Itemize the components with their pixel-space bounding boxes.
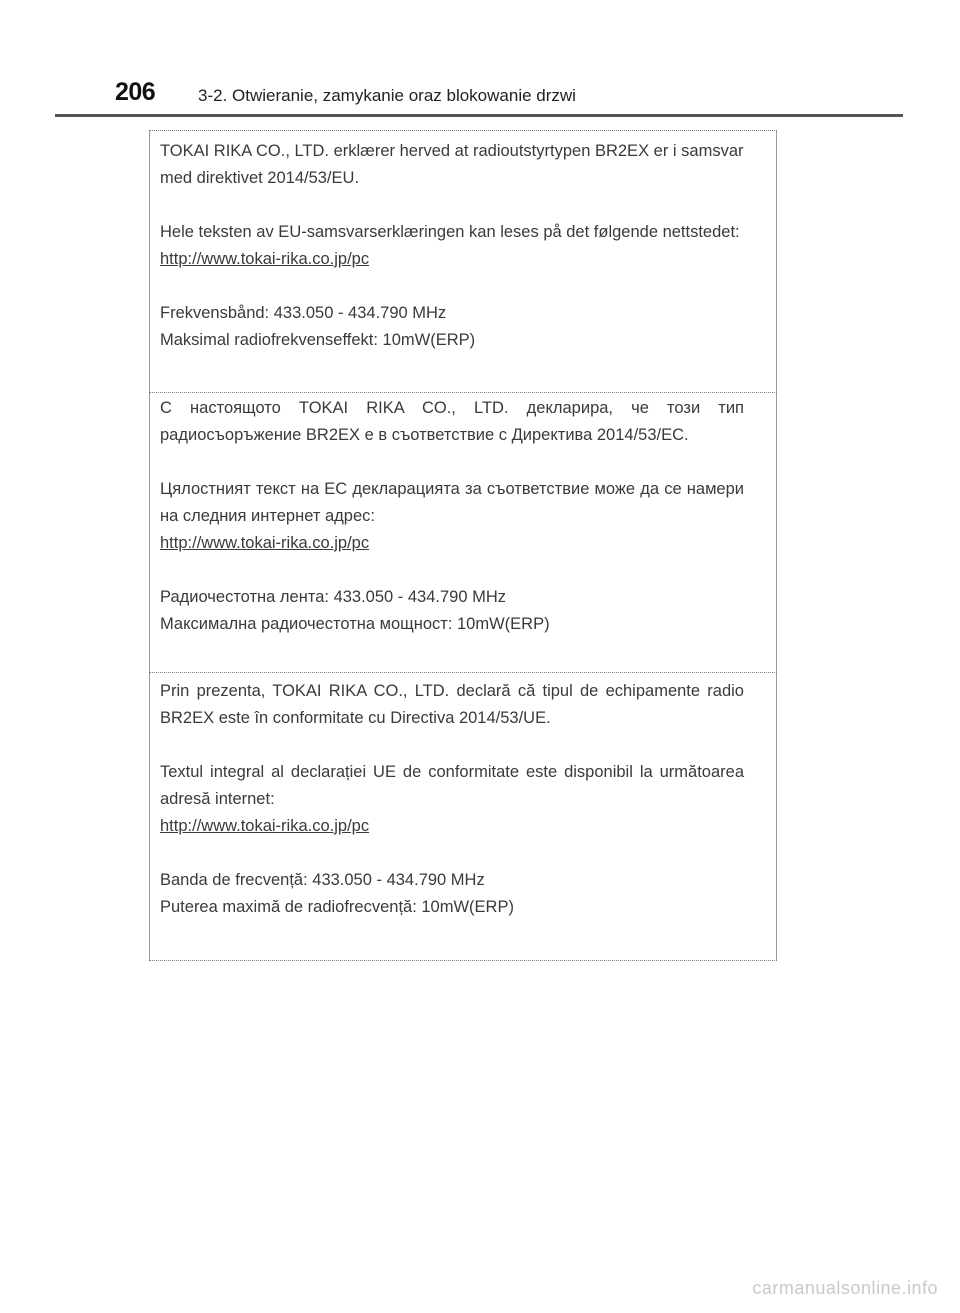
frequency-band: Радиочестотна лента: 433.050 - 434.790 MHz (160, 588, 507, 606)
max-power: Maksimal radiofrekvenseffekt: 10mW(ERP) (160, 331, 476, 349)
declaration-link[interactable]: http://www.tokai-rika.co.jp/pc (160, 534, 370, 552)
watermark: carmanualsonline.info (752, 1278, 938, 1298)
max-power: Puterea maximă de radiofrecvență: 10mW(ERP) (160, 898, 514, 916)
section-title: 3-2. Otwieranie, zamykanie oraz blokowanie drzwi (198, 86, 576, 105)
full-text-note: Hele teksten av EU-samsvarserklæringen kan leses på det følgende nettstedet: (160, 223, 740, 241)
declaration-statement: TOKAI RIKA CO., LTD. erklærer herved at radioutstyrtypen BR2EX er i samsvar med direktivet 2014/53/EU. (160, 142, 744, 187)
full-text-note: Textul integral al declarației UE de conformitate este disponibil la următoarea adresă internet: (160, 763, 744, 808)
header-rule (55, 114, 903, 117)
full-text-note: Цялостният текст на ЕС декларацията за съответствие може да се намери на следния интернет адрес: (160, 480, 744, 525)
section-divider (149, 672, 777, 673)
page-header (55, 78, 903, 116)
page-number: 206 (115, 78, 156, 106)
declaration-section-norwegian (160, 138, 744, 354)
section-divider (149, 392, 777, 393)
box-bottom-border (149, 960, 777, 961)
frequency-band: Frekvensbånd: 433.050 - 434.790 MHz (160, 304, 447, 322)
declaration-statement: Prin prezenta, TOKAI RIKA CO., LTD. declară că tipul de echipamente radio BR2EX este în conformitate cu Directiva 2014/53/UE. (160, 682, 744, 727)
declaration-section-bulgarian (160, 395, 744, 638)
declaration-link[interactable]: http://www.tokai-rika.co.jp/pc (160, 250, 370, 268)
frequency-band: Banda de frecvență: 433.050 - 434.790 MHz (160, 871, 485, 889)
max-power: Максимална радиочестотна мощност: 10mW(ERP) (160, 615, 550, 633)
declaration-link[interactable]: http://www.tokai-rika.co.jp/pc (160, 817, 370, 835)
box-top-border (149, 130, 777, 131)
declaration-statement: С настоящото TOKAI RIKA CO., LTD. декларира, че този тип радиосъоръжение BR2EX е в съответствие с Директива 2014/53/ЕС. (160, 399, 744, 444)
declaration-section-romanian (160, 678, 744, 921)
